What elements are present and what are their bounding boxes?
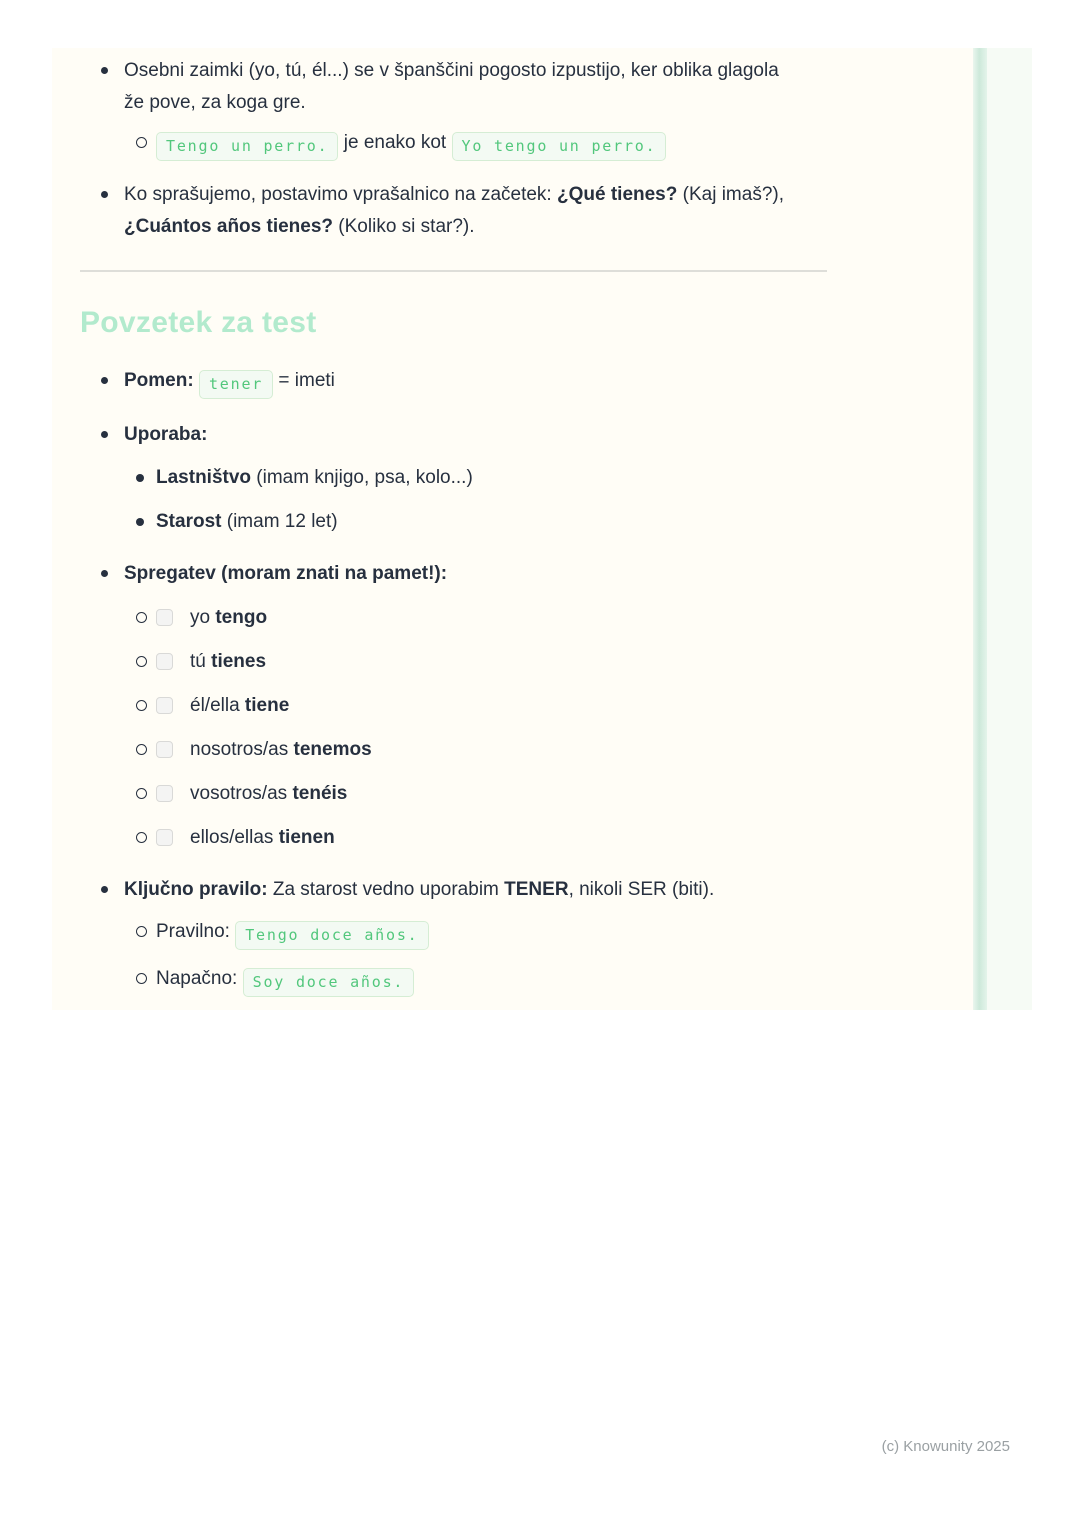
summary-list <box>80 365 827 997</box>
question-cuantos-anos: ¿Cuántos años tienes? <box>124 216 334 237</box>
accent-bar <box>973 48 987 1010</box>
form-tienen: tienen <box>278 827 335 848</box>
pronoun-el-ella: él/ella <box>190 695 245 716</box>
napacno-label: Napačno: <box>156 968 243 989</box>
section-heading-povzetek: Povzetek za test <box>80 306 317 339</box>
intro-list <box>80 55 827 243</box>
conjugation-row-tu <box>124 646 827 678</box>
example-row-pravilno <box>124 916 827 950</box>
uporaba-item-starost <box>124 506 827 538</box>
rule-text-2: , nikoli SER (biti). <box>568 879 715 900</box>
rule-tener-bold: TENER <box>504 879 569 900</box>
mint-strip <box>987 48 1032 1010</box>
copyright-notice: (c) Knowunity 2025 <box>881 1438 1010 1455</box>
summary-bullet-uporaba <box>80 419 827 538</box>
pravilno-label: Pravilno: <box>156 921 236 942</box>
section-divider <box>80 270 827 272</box>
questions-text-3: (Koliko si star?). <box>333 216 475 237</box>
conjugation-row-ellos <box>124 822 827 854</box>
summary-bullet-spregatev <box>80 558 827 854</box>
checkbox-icon[interactable] <box>156 609 173 626</box>
pronoun-yo: yo <box>190 607 216 628</box>
example-connector: je enako kot <box>338 132 452 153</box>
intro-bullet1-line1: Osebni zaimki (yo, tú, él...) se v španščini pogosto izpustijo, ker oblika glagola <box>124 60 779 81</box>
conjugation-row-el-ella <box>124 690 827 722</box>
checkbox-icon[interactable] <box>156 653 173 670</box>
spregatev-label: Spregatev (moram znati na pamet!): <box>124 563 448 584</box>
pronoun-nosotros: nosotros/as <box>190 739 294 760</box>
pomen-equals: = imeti <box>273 370 335 391</box>
starost-bold: Starost <box>156 511 222 532</box>
document-card <box>52 48 1032 1010</box>
uporaba-sublist <box>124 462 827 538</box>
questions-text-1: Ko sprašujemo, postavimo vprašalnico na začetek: <box>124 184 557 205</box>
form-teneis: tenéis <box>292 783 348 804</box>
lastnistvo-bold: Lastništvo <box>156 467 252 488</box>
rule-examples <box>124 916 827 997</box>
pronoun-vosotros: vosotros/as <box>190 783 293 804</box>
form-tienes: tienes <box>211 651 267 672</box>
conjugation-row-vosotros <box>124 778 827 810</box>
uporaba-item-lastnistvo <box>124 462 827 494</box>
starost-rest: (imam 12 let) <box>221 511 338 532</box>
conjugation-row-nosotros <box>124 734 827 766</box>
summary-bullet-rule <box>80 874 827 997</box>
checkbox-icon[interactable] <box>156 829 173 846</box>
form-tenemos: tenemos <box>293 739 372 760</box>
intro-bullet-questions <box>80 179 827 243</box>
question-que-tienes: ¿Qué tienes? <box>557 184 678 205</box>
document-content <box>80 48 827 997</box>
summary-bullet-pomen <box>80 365 827 399</box>
intro-bullet-pronouns <box>80 55 827 161</box>
checkbox-icon[interactable] <box>156 785 173 802</box>
pronoun-ellos: ellos/ellas <box>190 827 279 848</box>
questions-text-2: (Kaj imaš?), <box>677 184 784 205</box>
code-chip-tengo-un-perro: Tengo un perro. <box>156 132 338 161</box>
intro-bullet1-line2: že pove, za koga gre. <box>124 92 306 113</box>
uporaba-label: Uporaba: <box>124 424 208 445</box>
pronoun-tu: tú <box>190 651 212 672</box>
example-row-napacno <box>124 963 827 997</box>
checkbox-icon[interactable] <box>156 697 173 714</box>
rule-label: Ključno pravilo: <box>124 879 268 900</box>
code-chip-tengo-doce-anos: Tengo doce años. <box>235 921 428 950</box>
code-chip-soy-doce-anos: Soy doce años. <box>243 968 415 997</box>
rule-text-1: Za starost vedno uporabim <box>267 879 505 900</box>
checkbox-icon[interactable] <box>156 741 173 758</box>
lastnistvo-rest: (imam knjigo, psa, kolo...) <box>251 467 473 488</box>
code-chip-tener: tener <box>199 370 273 399</box>
intro-example-row <box>124 127 827 161</box>
code-chip-yo-tengo-un-perro: Yo tengo un perro. <box>452 132 667 161</box>
pomen-label: Pomen: <box>124 370 194 391</box>
form-tiene: tiene <box>244 695 290 716</box>
conjugation-checklist <box>124 602 827 854</box>
conjugation-row-yo <box>124 602 827 634</box>
form-tengo: tengo <box>215 607 268 628</box>
